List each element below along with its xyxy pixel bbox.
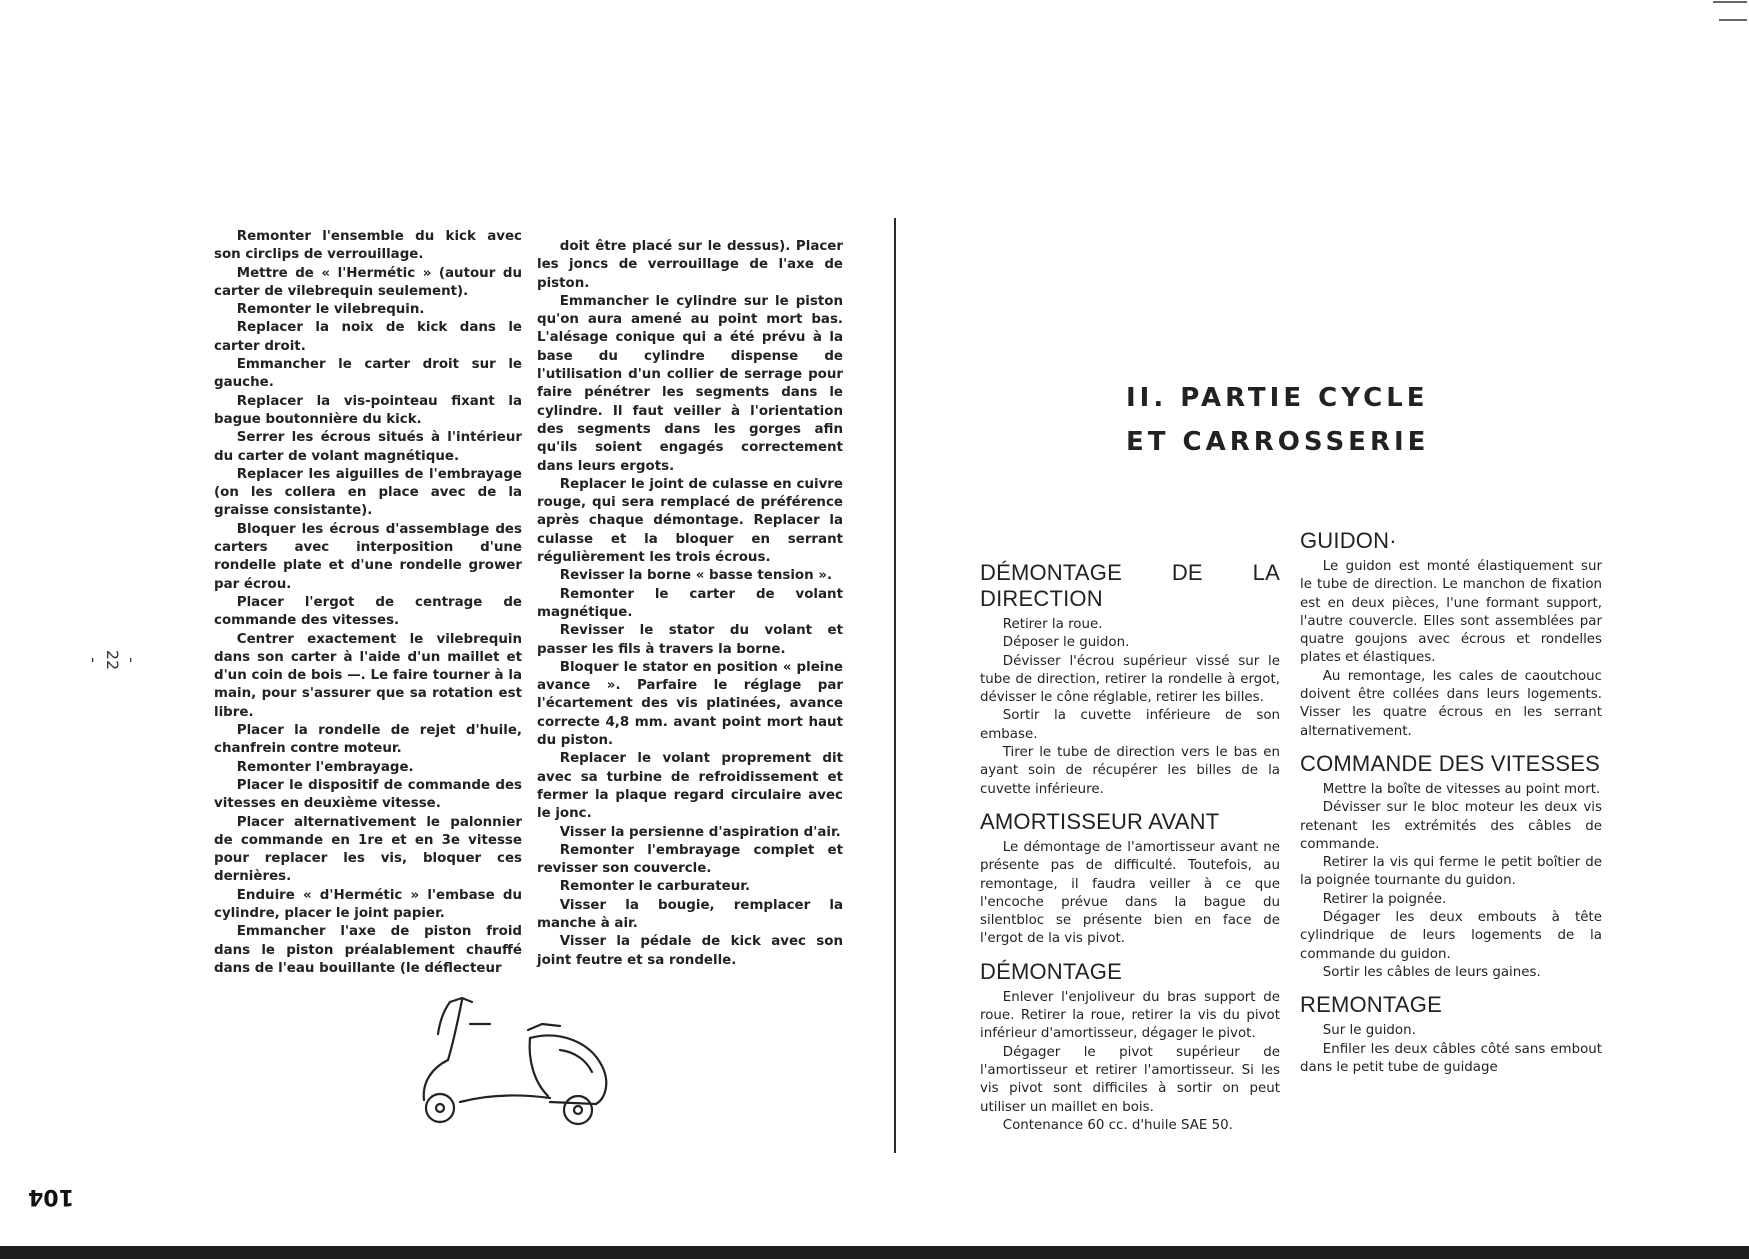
paragraph: Dévisser sur le bloc moteur les deux vis retenant les extrémités des câbles de commande. [1300,800,1602,852]
chapter-heading-line-2: ET CARROSSERIE [1126,427,1430,457]
chapter-heading-line-1: II. PARTIE CYCLE [1126,383,1429,413]
paragraph: Emmancher le carter droit sur le gauche. [214,357,522,391]
section-title-remontage: REMONTAGE [1300,992,1442,1018]
page-number: 104 [28,1184,74,1209]
section-title-demontage-direction: DÉMONTAGE DE LA DIRECTION [980,560,1280,611]
paragraph: Enlever l'enjoliveur du bras support de roue. Retirer la roue, retirer la vis du pivot inférieur d'amortisseur, dégager le pivot. [980,989,1280,1042]
paragraph: Emmancher le cylindre sur le piston qu'on aura amené au point mort bas. L'alésage conique qui a été prévu à la base du cylindre dispense de l'utilisation d'un collier de serrage pour faire pénétrer les segments dans le cylindre. Il faut veiller à l'orientation des segments dans les gorges afin qu'ils soient engagés correctement dans leurs ergots. [537,293,843,474]
paragraph: Remonter l'embrayage complet et revisser son couvercle. [537,842,843,877]
paragraph: Bloquer les écrous d'assemblage des carters avec interposition d'une rondelle plate et d'une rondelle grower par écrou. [214,521,522,592]
paragraph: Mettre de « l'Hermétic » (autour du carter de vilebrequin seulement). [214,265,522,299]
section-body-guidon [1300,558,1602,741]
paragraph: Replacer la noix de kick dans le carter droit. [214,320,522,354]
section-body-demontage [980,989,1280,1135]
side-page-number: - 22 - [84,649,141,671]
section-title-amortisseur: AMORTISSEUR AVANT [980,808,1220,834]
paragraph: Revisser le stator du volant et passer les fils à travers la borne. [537,623,843,657]
scan-bottom-edge [0,1246,1749,1259]
paragraph: Déposer le guidon. [1002,635,1130,651]
paragraph: Le démontage de l'amortisseur avant ne présente pas de difficulté. Toutefois, au remontage, il faudra veiller à ce que l'encoche prévue dans la bague du silentbloc se présente bien en face de l'ergot de la vis pivot. [980,839,1280,947]
paragraph: Enduire « d'Hermétic » l'embase du cylindre, placer le joint papier. [214,887,522,921]
paragraph: Replacer les aiguilles de l'embrayage (on les collera en place avec de la graisse consistante). [214,466,522,519]
section-body-commande [1300,781,1602,982]
paragraph: Mettre la boîte de vitesses au point mort. [1322,781,1601,797]
paragraph: Retirer la roue. [1002,617,1103,632]
section-body-remontage [1300,1022,1602,1077]
paragraph: Remonter l'embrayage. [236,759,414,775]
paragraph: doit être placé sur le dessus). Placer les joncs de verrouillage de l'axe de piston. [537,239,843,291]
paragraph: Tirer le tube de direction vers le bas en ayant soin de récupérer les billes de la cuvette inférieure. [980,745,1280,797]
paragraph: Centrer exactement le vilebrequin dans son carter à l'aide d'un maillet et d'un coin de bois —. Le faire tourner à la main, pour s'assurer que sa rotation est libre. [214,631,522,720]
paragraph: Emmancher l'axe de piston froid dans le piston préalablement chauffé dans de l'eau bouillante (le déflecteur [214,924,522,976]
paragraph: Placer l'ergot de centrage de commande des vitesses. [214,594,522,629]
paragraph: Remonter le carburateur. [559,879,751,895]
right-column-2 [1300,528,1602,1077]
paragraph: Dégager les deux embouts à tête cylindrique de leurs logements de la commande du guidon. [1300,910,1602,962]
paragraph: Placer la rondelle de rejet d'huile, chanfrein contre moteur. [214,723,522,757]
paragraph: Sortir la cuvette inférieure de son embase. [980,708,1280,742]
section-title-commande: COMMANDE DES VITESSES [1300,750,1601,776]
paragraph: Placer le dispositif de commande des vitesses en deuxième vitesse. [214,777,522,812]
section-body-demontage-direction [980,616,1280,799]
chapter-heading [1126,376,1429,464]
paragraph: Dégager le pivot supérieur de l'amortisseur et retirer l'amortisseur. Si les vis pivot sont difficiles à sortir on peut utiliser un maillet en bois. [980,1044,1280,1115]
paragraph: Bloquer le stator en position « pleine avance ». Parfaire le réglage par l'écartement des vis platinées, avance correcte 4,8 mm. avant point mort haut du piston. [537,659,843,749]
paragraph: Sortir les câbles de leurs gaines. [1322,964,1541,980]
paragraph: Placer alternativement le palonnier de commande en 1re et en 3e vitesse pour replacer les vis, bloquer ces dernières. [214,814,522,885]
paragraph: Visser la pédale de kick avec son joint feutre et sa rondelle. [537,934,843,968]
page-fold-divider [894,218,896,1153]
left-column-2 [537,238,843,970]
paragraph: Replacer le joint de culasse en cuivre rouge, qui sera remplacé de préférence après chaque démontage. Replacer la culasse et la bloquer en serrant régulièrement les trois écrous. [537,476,843,566]
paragraph: Retirer la poignée. [1322,891,1447,907]
paragraph: Remonter le vilebrequin. [236,302,425,318]
paragraph: Visser la persienne d'aspiration d'air. [559,824,841,840]
paragraph: Au remontage, les cales de caoutchouc doivent être collées dans leurs logements. Visser les quatre écrous en les serrant alternativement. [1300,668,1602,739]
right-column-1 [980,560,1280,1135]
paragraph: Remonter le carter de volant magnétique. [537,586,843,620]
paragraph: Contenance 60 cc. d'huile SAE 50. [1002,1117,1233,1133]
paragraph: Revisser la borne « basse tension ». [559,568,833,584]
paragraph: Sur le guidon. [1322,1023,1416,1039]
paragraph: Enfiler les deux câbles côté sans embout dans le petit tube de guidage [1300,1041,1602,1075]
left-column-1 [214,228,522,978]
paragraph: Dévisser l'écrou supérieur vissé sur le tube de direction, retirer la rondelle à ergot, dévisser le cône réglable, retirer les billes. [980,653,1280,706]
paragraph: Remonter l'ensemble du kick avec son circlips de verrouillage. [214,229,522,263]
section-title-demontage: DÉMONTAGE [980,958,1122,984]
paragraph: Replacer la vis-pointeau fixant la bague boutonnière du kick. [214,393,522,427]
paragraph: Replacer le volant proprement dit avec sa turbine de refroidissement et fermer la plaque regard circulaire avec le jonc. [537,751,843,822]
paragraph: Retirer la vis qui ferme le petit boîtier de la poignée tournante du guidon. [1300,855,1602,889]
section-body-amortisseur [980,839,1280,949]
section-title-guidon: GUIDON· [1300,528,1397,553]
scan-corner-marks [1709,0,1749,30]
paragraph: Le guidon est monté élastiquement sur le tube de direction. Le manchon de fixation est en deux pièces, l'une formant support, l'autre couvercle. Elles sont assemblées par quatre goujons avec écrous et rondelles plates et élastiques. [1300,559,1602,666]
paragraph: Visser la bougie, remplacer la manche à air. [537,897,843,931]
scooter-illustration [410,990,630,1130]
paragraph: Serrer les écrous situés à l'intérieur du carter de volant magnétique. [214,430,522,464]
